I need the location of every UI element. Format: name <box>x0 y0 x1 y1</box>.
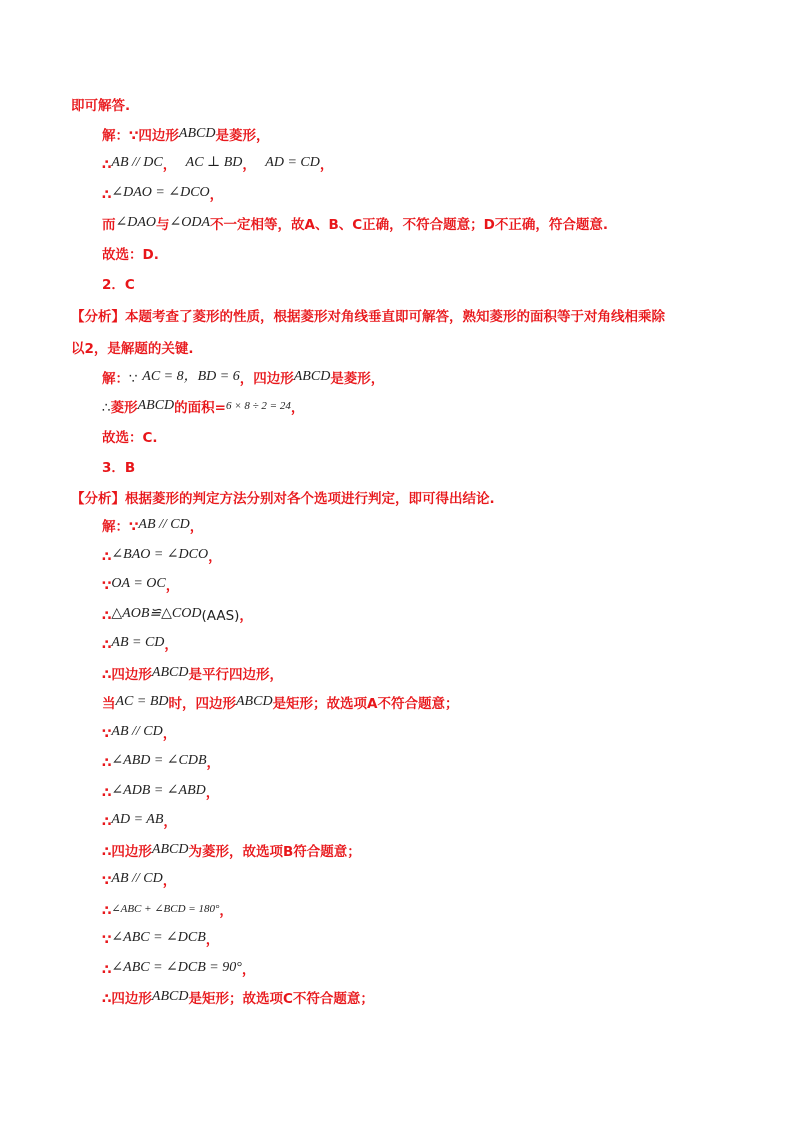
math-expression: ABCD <box>137 398 175 413</box>
math-expression: OA = OC <box>111 576 166 591</box>
math-expression: AC = 8，BD = 6 <box>142 369 240 384</box>
text-line <box>102 928 219 952</box>
text-run: ， <box>205 785 220 801</box>
text-run: ， <box>162 873 177 889</box>
text-run: 是菱形， <box>215 128 270 144</box>
text-run: ， <box>165 578 180 594</box>
text-run: 以2，是解题的关键. <box>71 341 194 357</box>
text-run: 而 <box>102 217 116 233</box>
text-run: ∴ <box>102 549 112 565</box>
math-expression: ∠ABD = ∠CDB <box>111 753 207 768</box>
math-expression: AB // CD <box>111 724 163 739</box>
text-run: ∵ <box>102 578 112 594</box>
text-run: ， <box>208 549 222 565</box>
text-run: ∴ <box>102 400 111 416</box>
text-run: 当 <box>102 696 116 712</box>
text-run: ∵ <box>102 726 112 742</box>
text-run: ∵ <box>102 932 112 948</box>
text-line <box>102 958 255 982</box>
text-run: ∴ <box>102 785 112 801</box>
text-run: ∴ <box>102 157 112 173</box>
text-run: (AAS) <box>201 608 240 624</box>
math-expression: ABCD <box>151 842 189 857</box>
text-run: 是矩形；故选项C不符合题意； <box>188 991 374 1007</box>
math-expression: ∠BAO = ∠DCO <box>111 547 209 562</box>
math-expression: ∠ABC = ∠DCB <box>111 930 206 945</box>
text-line <box>102 987 374 1011</box>
text-run: ， <box>209 187 224 203</box>
text-run: 与 <box>156 217 170 233</box>
text-line <box>102 213 608 237</box>
text-run: ， <box>219 903 233 919</box>
math-expression: AB = CD <box>111 635 165 650</box>
text-run: ， <box>162 157 177 173</box>
math-expression: ∠DAO = ∠DCO <box>111 185 210 200</box>
text-run: ∵ <box>129 371 138 387</box>
text-run: 故选：D. <box>102 247 159 263</box>
math-expression: ABCD <box>236 694 273 709</box>
text-run: ∴四边形 <box>102 667 152 683</box>
analysis-line <box>71 337 194 361</box>
text-line <box>71 94 130 118</box>
math-expression: AC = BD <box>115 694 169 709</box>
text-run: 【分析】根据菱形的判定方法分别对各个选项进行判定，即可得出结论. <box>71 491 495 507</box>
math-expression: AD = CD <box>265 155 320 170</box>
text-run: ， <box>239 608 253 624</box>
text-line <box>102 810 177 834</box>
text-run: ∴ <box>102 187 112 203</box>
text-run: ， <box>242 157 256 173</box>
text-line <box>102 751 220 775</box>
math-expression: ABCD <box>293 369 331 384</box>
text-run: 3．B <box>102 460 136 476</box>
text-line <box>102 367 384 391</box>
text-run: ， <box>206 755 221 771</box>
text-line <box>102 663 283 687</box>
text-run: ∴四边形 <box>102 991 152 1007</box>
text-run: 的面积= <box>174 400 226 416</box>
text-run: 是矩形；故选项A不符合题意； <box>272 696 459 712</box>
text-run: ， <box>162 726 177 742</box>
text-line <box>102 692 459 716</box>
math-expression: ABCD <box>151 665 189 680</box>
text-run: 解：∵ <box>102 519 139 535</box>
text-line <box>102 604 253 628</box>
text-line <box>102 426 158 450</box>
text-run: 不一定相等，故A、B、C正确，不符合题意；D不正确，符合题意. <box>210 217 609 233</box>
text-line <box>102 396 304 420</box>
text-line <box>102 840 361 864</box>
math-expression: AB // CD <box>111 871 163 886</box>
math-expression: ∠ADB = ∠ABD <box>111 783 206 798</box>
math-expression: AB // CD <box>138 517 190 532</box>
math-expression: 6 × 8 ÷ 2 = 24 <box>225 400 291 412</box>
text-run: ∴ <box>102 637 112 653</box>
text-run: ∵ <box>102 873 112 889</box>
text-run: ， <box>290 400 305 416</box>
text-line <box>102 183 223 207</box>
question-number <box>102 273 135 297</box>
math-expression: ∠ABC + ∠BCD = 180° <box>111 903 220 915</box>
text-line <box>102 899 233 923</box>
math-expression: ∠ABC = ∠DCB = 90° <box>111 960 242 975</box>
text-run: ， <box>241 962 256 978</box>
analysis-line <box>71 305 665 329</box>
text-run: 菱形 <box>110 400 138 416</box>
text-run: ， <box>163 814 177 830</box>
math-expression: ∠ODA <box>169 215 211 230</box>
text-run: ∴ <box>102 962 112 978</box>
text-run: 为菱形，故选项B符合题意； <box>188 844 361 860</box>
text-run: 2．C <box>102 277 135 293</box>
text-run: 是平行四边形， <box>188 667 283 683</box>
text-line <box>102 633 178 657</box>
text-run: 解：∵四边形 <box>102 128 179 144</box>
text-line <box>102 574 179 598</box>
text-run: ， <box>319 157 334 173</box>
math-expression: AC ⊥ BD <box>185 155 243 170</box>
text-run: ∴四边形 <box>102 844 152 860</box>
text-line <box>102 124 269 148</box>
text-line <box>102 781 219 805</box>
text-line <box>102 243 159 267</box>
text-run: ，四边形 <box>239 371 294 387</box>
text-run: 故选：C. <box>102 430 158 446</box>
math-expression: AB // DC <box>111 155 163 170</box>
text-run: ∴ <box>102 608 112 624</box>
text-line <box>102 545 222 569</box>
text-line <box>102 722 176 746</box>
math-expression: △AOB≌△COD <box>111 606 202 621</box>
text-run: ， <box>164 637 178 653</box>
text-run: ∴ <box>102 814 112 830</box>
text-run: 解： <box>102 371 129 387</box>
text-run: ∴ <box>102 903 112 919</box>
text-run: 【分析】本题考查了菱形的性质，根据菱形对角线垂直即可解答，熟知菱形的面积等于对角线相乘除 <box>71 309 665 325</box>
analysis-line <box>71 487 495 511</box>
text-line <box>102 153 333 177</box>
text-run: 即可解答. <box>71 98 131 114</box>
text-run: ， <box>205 932 220 948</box>
text-line <box>102 515 203 539</box>
math-expression: AD = AB <box>111 812 164 827</box>
text-run: 时，四边形 <box>168 696 236 712</box>
question-number <box>102 456 135 480</box>
math-expression: ABCD <box>178 126 216 141</box>
math-expression: ∠DAO <box>115 215 157 230</box>
text-line <box>102 869 176 893</box>
text-run: ， <box>189 519 204 535</box>
text-run: ∴ <box>102 755 112 771</box>
text-run: 是菱形， <box>330 371 385 387</box>
math-expression: ABCD <box>151 989 189 1004</box>
